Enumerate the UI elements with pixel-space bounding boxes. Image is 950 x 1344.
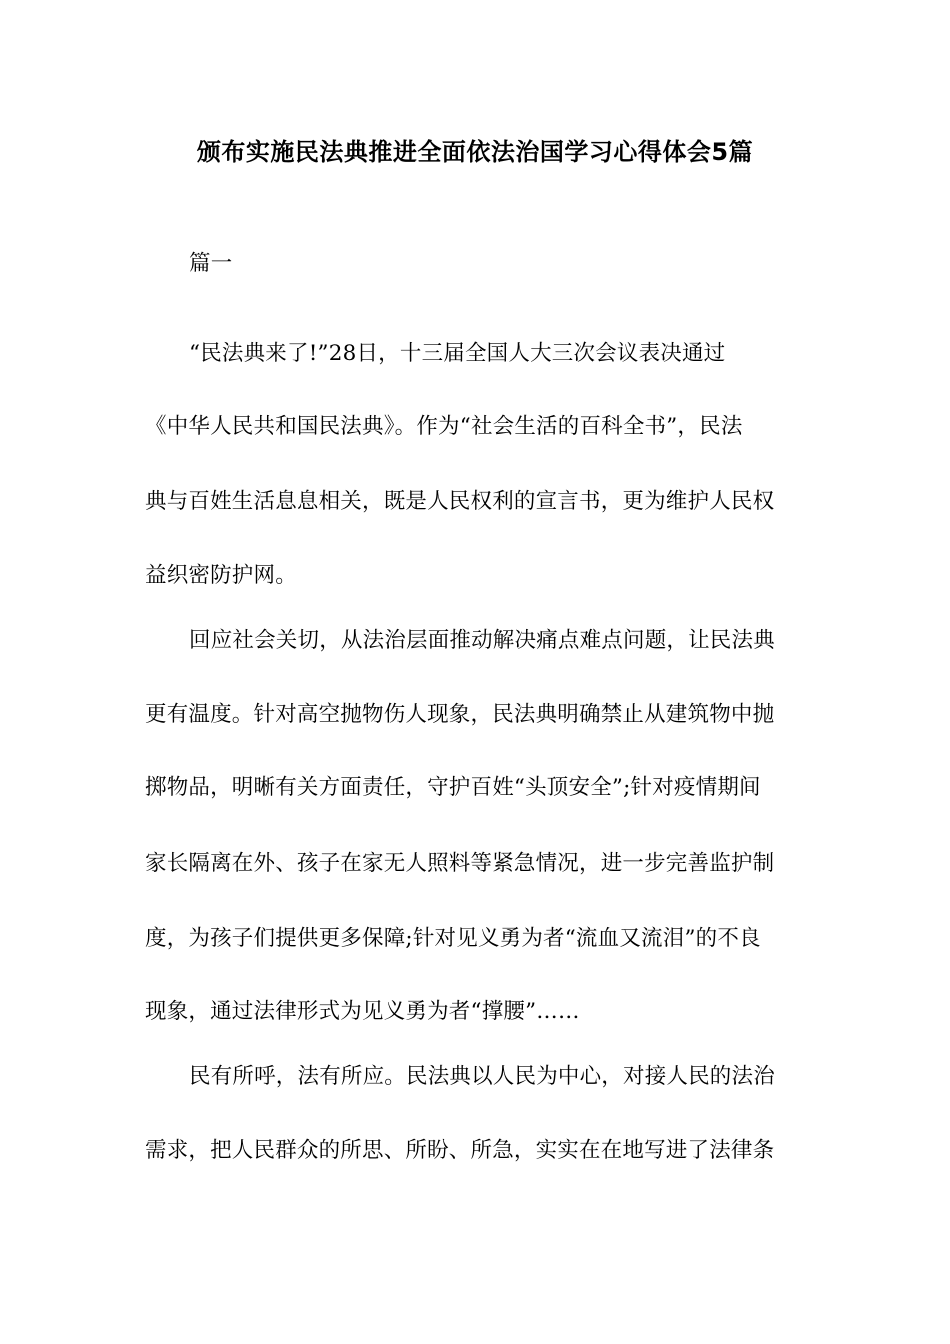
paragraph-line: 回应社会关切，从法治层面推动解决痛点难点问题，让民法典 [189, 628, 775, 653]
paragraph-line: 更有温度。针对高空抛物伤人现象，民法典明确禁止从建筑物中抛 [145, 702, 775, 727]
paragraph-line: 《中华人民共和国民法典》。作为“社会生活的百科全书”，民法 [145, 414, 743, 439]
paragraph-line: 民有所呼，法有所应。民法典以人民为中心，对接人民的法治 [189, 1064, 775, 1089]
paragraph-line: 度，为孩子们提供更多保障;针对见义勇为者“流血又流泪”的不良 [145, 926, 761, 951]
document-title: 颁布实施民法典推进全面依法治国学习心得体会5篇 [196, 138, 754, 166]
paragraph-line: “民法典来了!”28日，十三届全国人大三次会议表决通过 [189, 341, 726, 366]
paragraph-line: 益织密防护网。 [145, 563, 297, 588]
paragraph-line: 典与百姓生活息息相关，既是人民权利的宣言书，更为维护人民权 [145, 489, 775, 514]
section-heading: 篇一 [189, 251, 233, 276]
paragraph-line: 现象，通过法律形式为见义勇为者“撑腰”…… [145, 999, 580, 1024]
paragraph-line: 掷物品，明晰有关方面责任，守护百姓“头顶安全”;针对疫情期间 [145, 775, 761, 800]
paragraph-line: 需求，把人民群众的所思、所盼、所急，实实在在地写进了法律条 [145, 1138, 775, 1163]
paragraph-line: 家长隔离在外、孩子在家无人照料等紧急情况，进一步完善监护制 [145, 851, 775, 876]
